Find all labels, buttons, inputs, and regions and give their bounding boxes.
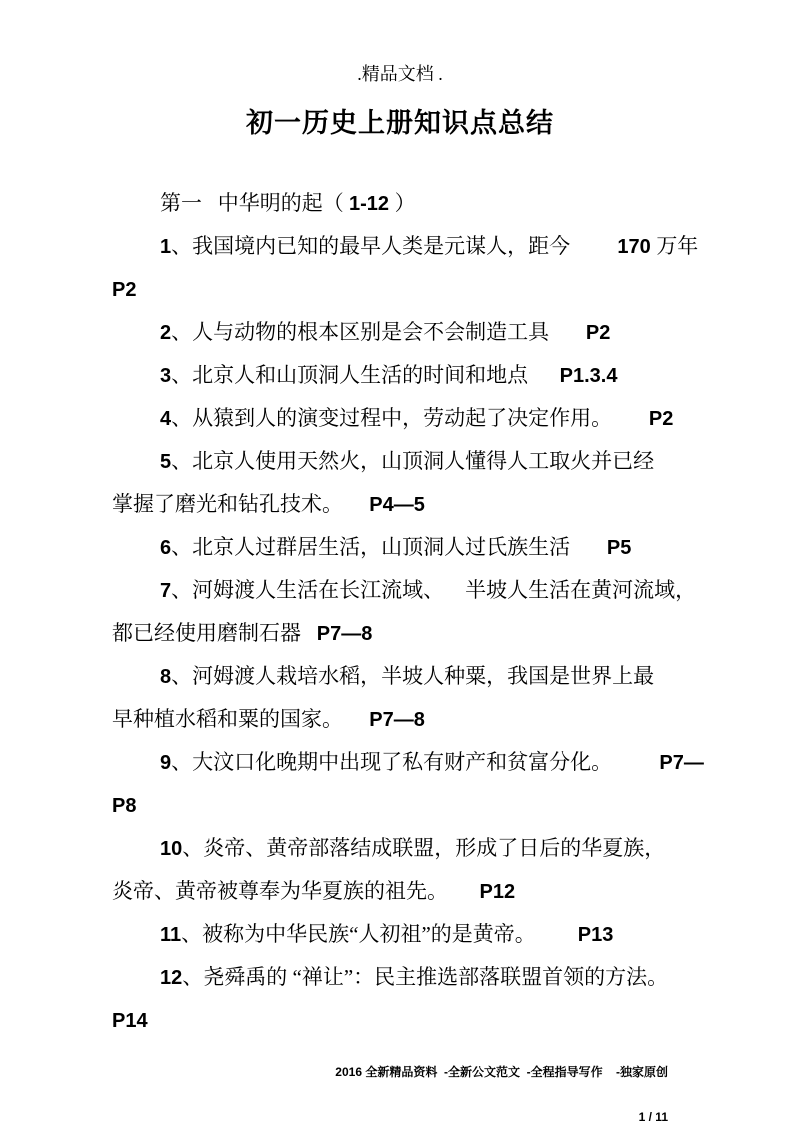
page-title: 初一历史上册知识点总结 bbox=[246, 108, 554, 138]
document-body bbox=[112, 182, 710, 1042]
body-line: 早种植水稻和粟的国家。 P7—8 bbox=[112, 707, 425, 731]
body-line: 炎帝、黄帝被尊奉为华夏族的祖先。 P12 bbox=[112, 879, 516, 903]
footer-page-number: 1 / 11 bbox=[638, 1110, 668, 1124]
body-line: 10、炎帝、黄帝部落结成联盟，形成了日后的华夏族， bbox=[160, 836, 666, 860]
body-line: P8 bbox=[112, 795, 137, 817]
body-line: 4、从猿到人的演变过程中，劳动起了决定作用。 P2 bbox=[160, 406, 674, 430]
body-line: 8、河姆渡人栽培水稻，半坡人种粟，我国是世界上最 bbox=[160, 664, 655, 688]
body-line: 12、尧舜禹的 “禅让”：民主推选部落联盟首领的方法。 bbox=[160, 965, 669, 989]
body-line: 3、北京人和山顶洞人生活的时间和地点 P1.3.4 bbox=[160, 363, 618, 387]
page-footer bbox=[335, 1035, 668, 1132]
body-line: 5、北京人使用天然火，山顶洞人懂得人工取火并已经 bbox=[160, 449, 655, 473]
section-heading: 第一 中华明的起（ 1-12 ） bbox=[160, 191, 416, 215]
body-line: P2 bbox=[112, 279, 137, 301]
body-line: 11、被称为中华民族“人初祖”的是黄帝。 P13 bbox=[160, 922, 614, 946]
body-line: 1、我国境内已知的最早人类是元谋人，距今 170 万年 bbox=[160, 234, 699, 258]
body-line: P14 bbox=[112, 1010, 148, 1032]
body-line: 9、大汶口化晚期中出现了私有财产和贫富分化。 P7— bbox=[160, 750, 704, 774]
body-line: 2、人与动物的根本区别是会不会制造工具 P2 bbox=[160, 320, 611, 344]
body-line: 都已经使用磨制石器 P7—8 bbox=[112, 621, 373, 645]
header-label: .精品文档 . bbox=[357, 64, 443, 84]
body-line: 掌握了磨光和钻孔技术。 P4—5 bbox=[112, 492, 425, 516]
body-line: 6、北京人过群居生活，山顶洞人过氏族生活 P5 bbox=[160, 535, 632, 559]
body-line: 7、河姆渡人生活在长江流域、 半坡人生活在黄河流域， bbox=[160, 578, 697, 602]
footer-credits: 2016 全新精品资料 -全新公文范文 -全程指导写作 -独家原创 bbox=[335, 1065, 668, 1079]
